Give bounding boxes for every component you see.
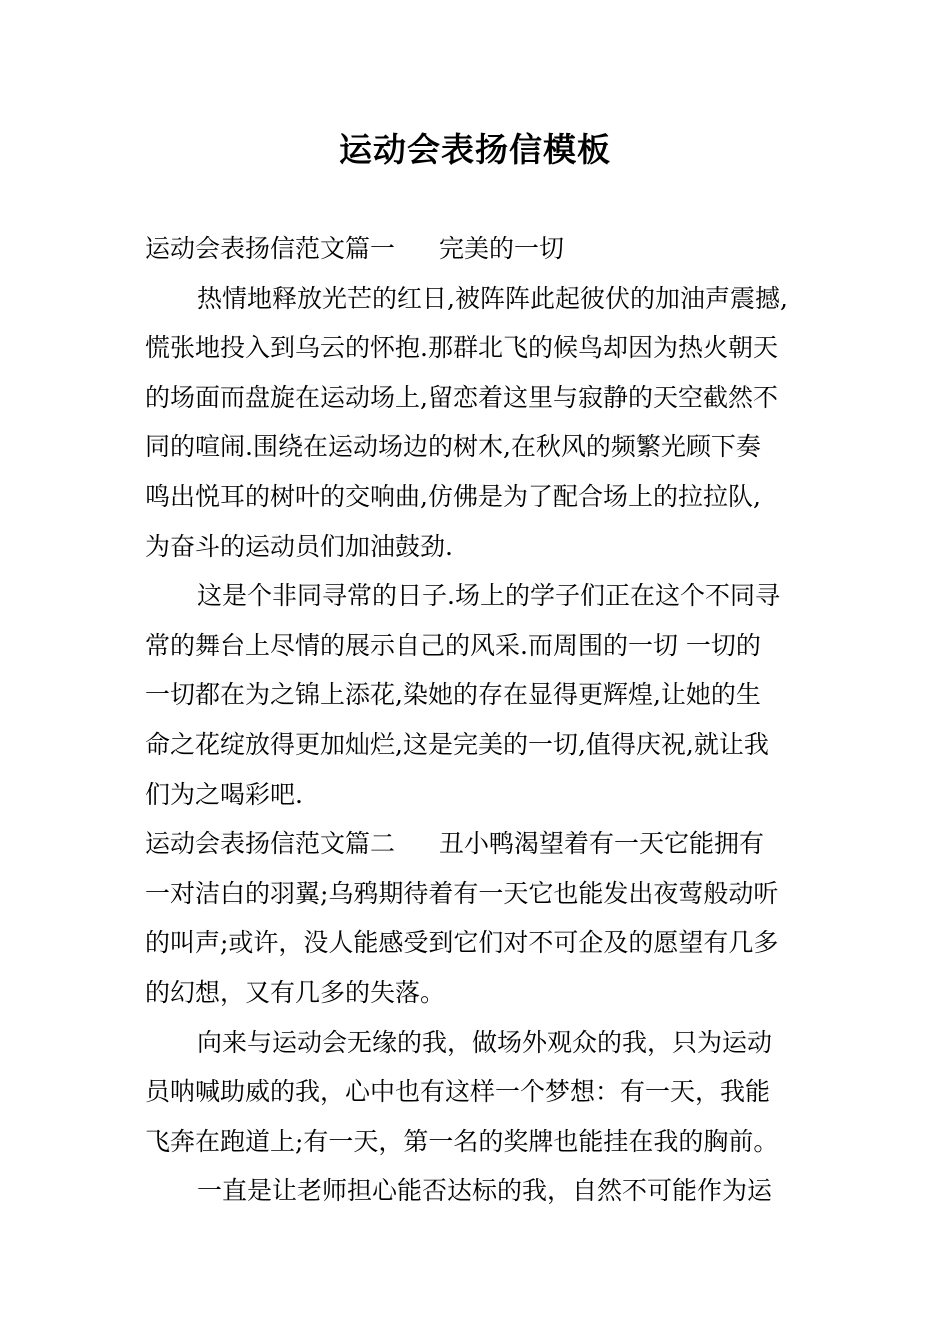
paragraph-line (145, 720, 813, 770)
section-heading: 运动会表扬信范文篇二 (145, 829, 396, 859)
line-text: 热情地释放光芒的红日,被阵阵此起彼伏的加油声震撼, (197, 283, 788, 313)
paragraph-line (145, 1067, 813, 1117)
line-text: 同的喧闹.围绕在运动场边的树木,在秋风的频繁光顾下奏 (145, 432, 761, 462)
line-text: 的场面而盘旋在运动场上,留恋着这里与寂静的天空截然不 (145, 382, 778, 412)
line-text: 们为之喝彩吧. (145, 779, 303, 809)
paragraph-line (145, 918, 813, 968)
line-text: 完美的一切 (439, 234, 565, 263)
line-text: 丑小鸭渴望着有一天它能拥有 (439, 829, 765, 859)
paragraph-line (145, 770, 813, 820)
line-text: 命之花绽放得更加灿烂,这是完美的一切,值得庆祝,就让我 (145, 729, 769, 759)
line-text: 这是个非同寻常的日子.场上的学子们正在这个不同寻 (197, 581, 780, 611)
line-text: 一直是让老师担心能否达标的我，自然不可能作为运 (197, 1176, 773, 1206)
paragraph-line (145, 571, 813, 621)
line-text: 员呐喊助威的我，心中也有这样一个梦想：有一天，我能 (145, 1077, 771, 1107)
line-text: 的幻想，又有几多的失落。 (145, 977, 446, 1007)
paragraph-line (145, 373, 813, 423)
paragraph-line (145, 1018, 813, 1068)
paragraph-line (145, 1117, 813, 1167)
paragraph-line (145, 621, 813, 671)
paragraph-line (145, 323, 813, 373)
line-text: 向来与运动会无缘的我，做场外观众的我，只为运动 (197, 1027, 773, 1057)
line-text: 一对洁白的羽翼;乌鸦期待着有一天它也能发出夜莺般动听 (145, 878, 779, 908)
line-text: 的叫声;或许，没人能感受到它们对不可企及的愿望有几多 (145, 928, 779, 958)
line-text: 飞奔在跑道上;有一天，第一名的奖牌也能挂在我的胸前。 (145, 1126, 779, 1156)
line-text: 一切都在为之锦上添花,染她的存在显得更辉煌,让她的生 (145, 680, 761, 710)
paragraph-line (145, 670, 813, 720)
section-heading-line (145, 819, 813, 869)
line-text: 慌张地投入到乌云的怀抱.那群北飞的候鸟却因为热火朝天 (145, 333, 778, 363)
document-body (145, 224, 813, 1216)
paragraph-line (145, 1166, 813, 1216)
paragraph-line (145, 522, 813, 572)
paragraph-line (145, 274, 813, 324)
paragraph-line (145, 422, 813, 472)
section-heading: 运动会表扬信范文篇一 (145, 234, 396, 263)
paragraph-line (145, 869, 813, 919)
line-text: 常的舞台上尽情的展示自己的风采.而周围的一切 一切的 (145, 630, 761, 660)
document-title: 运动会表扬信模板 (339, 130, 611, 169)
section-heading-line (145, 224, 813, 274)
paragraph-line (145, 968, 813, 1018)
line-text: 鸣出悦耳的树叶的交响曲,仿佛是为了配合场上的拉拉队, (145, 481, 761, 511)
paragraph-line (145, 472, 813, 522)
line-text: 为奋斗的运动员们加油鼓劲. (145, 531, 453, 561)
